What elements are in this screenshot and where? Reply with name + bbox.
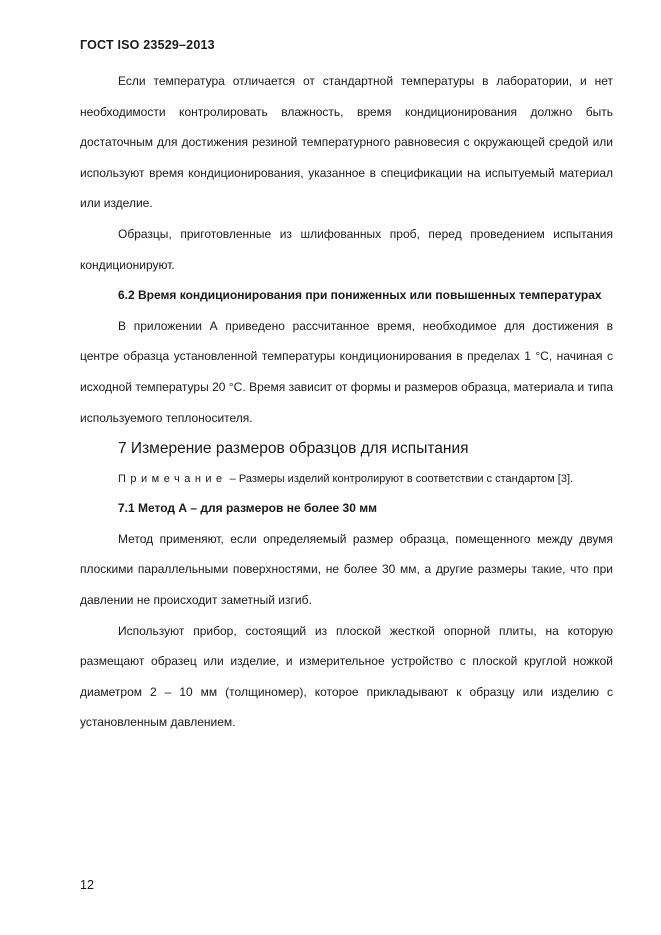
note-text: – Размеры изделий контролируют в соответствии с стандартом [3]. (226, 473, 574, 486)
document-header: ГОСТ ISO 23529–2013 (80, 38, 215, 52)
page-number: 12 (80, 878, 94, 892)
document-body (80, 66, 613, 738)
paragraph-instrument: Используют прибор, состоящий из плоской жесткой опорной плиты, на которую размещают образец или изделие, и измерительное устройство с плоской круглой ножкой диаметром 2 – 10 мм (толщиномер), которое прикладывают к образцу или изделию с установленным давлением. (80, 623, 613, 730)
paragraph-ground-samples: Образцы, приготовленные из шлифованных проб, перед проведением испытания кондиционируют. (80, 226, 613, 272)
paragraph-appendix-a: В приложении А приведено рассчитанное время, необходимое для достижения в центре образца установленной температуры кондиционирования в пределах 1 °С, начиная с исходной температуры 20 °С. Время зависит от формы и размеров образца, материала и типа используемого теплоносителя. (80, 318, 613, 425)
section-heading-7-1: 7.1 Метод А – для размеров не более 30 мм (118, 501, 377, 516)
section-heading-6-2: 6.2 Время кондиционирования при пониженных или повышенных температурах (118, 288, 602, 303)
note (80, 465, 613, 493)
paragraph-conditioning-temperature: Если температура отличается от стандартной температуры в лаборатории, и нет необходимости контролировать влажность, время кондиционирования должно быть достаточным для достижения резиной температурного равновесия с окружающей средой или используют время кондиционирования, указанное в спецификации на испытуемый материал или изделие. (80, 74, 613, 211)
paragraph-method-a: Метод применяют, если определяемый размер образца, помещенного между двумя плоскими параллельными поверхностями, не более 30 мм, а другие размеры такие, что при давлении не происходит заметный изгиб. (80, 531, 613, 607)
section-heading-7: 7 Измерение размеров образцов для испытания (118, 440, 469, 458)
note-label: Примечание (118, 473, 227, 486)
